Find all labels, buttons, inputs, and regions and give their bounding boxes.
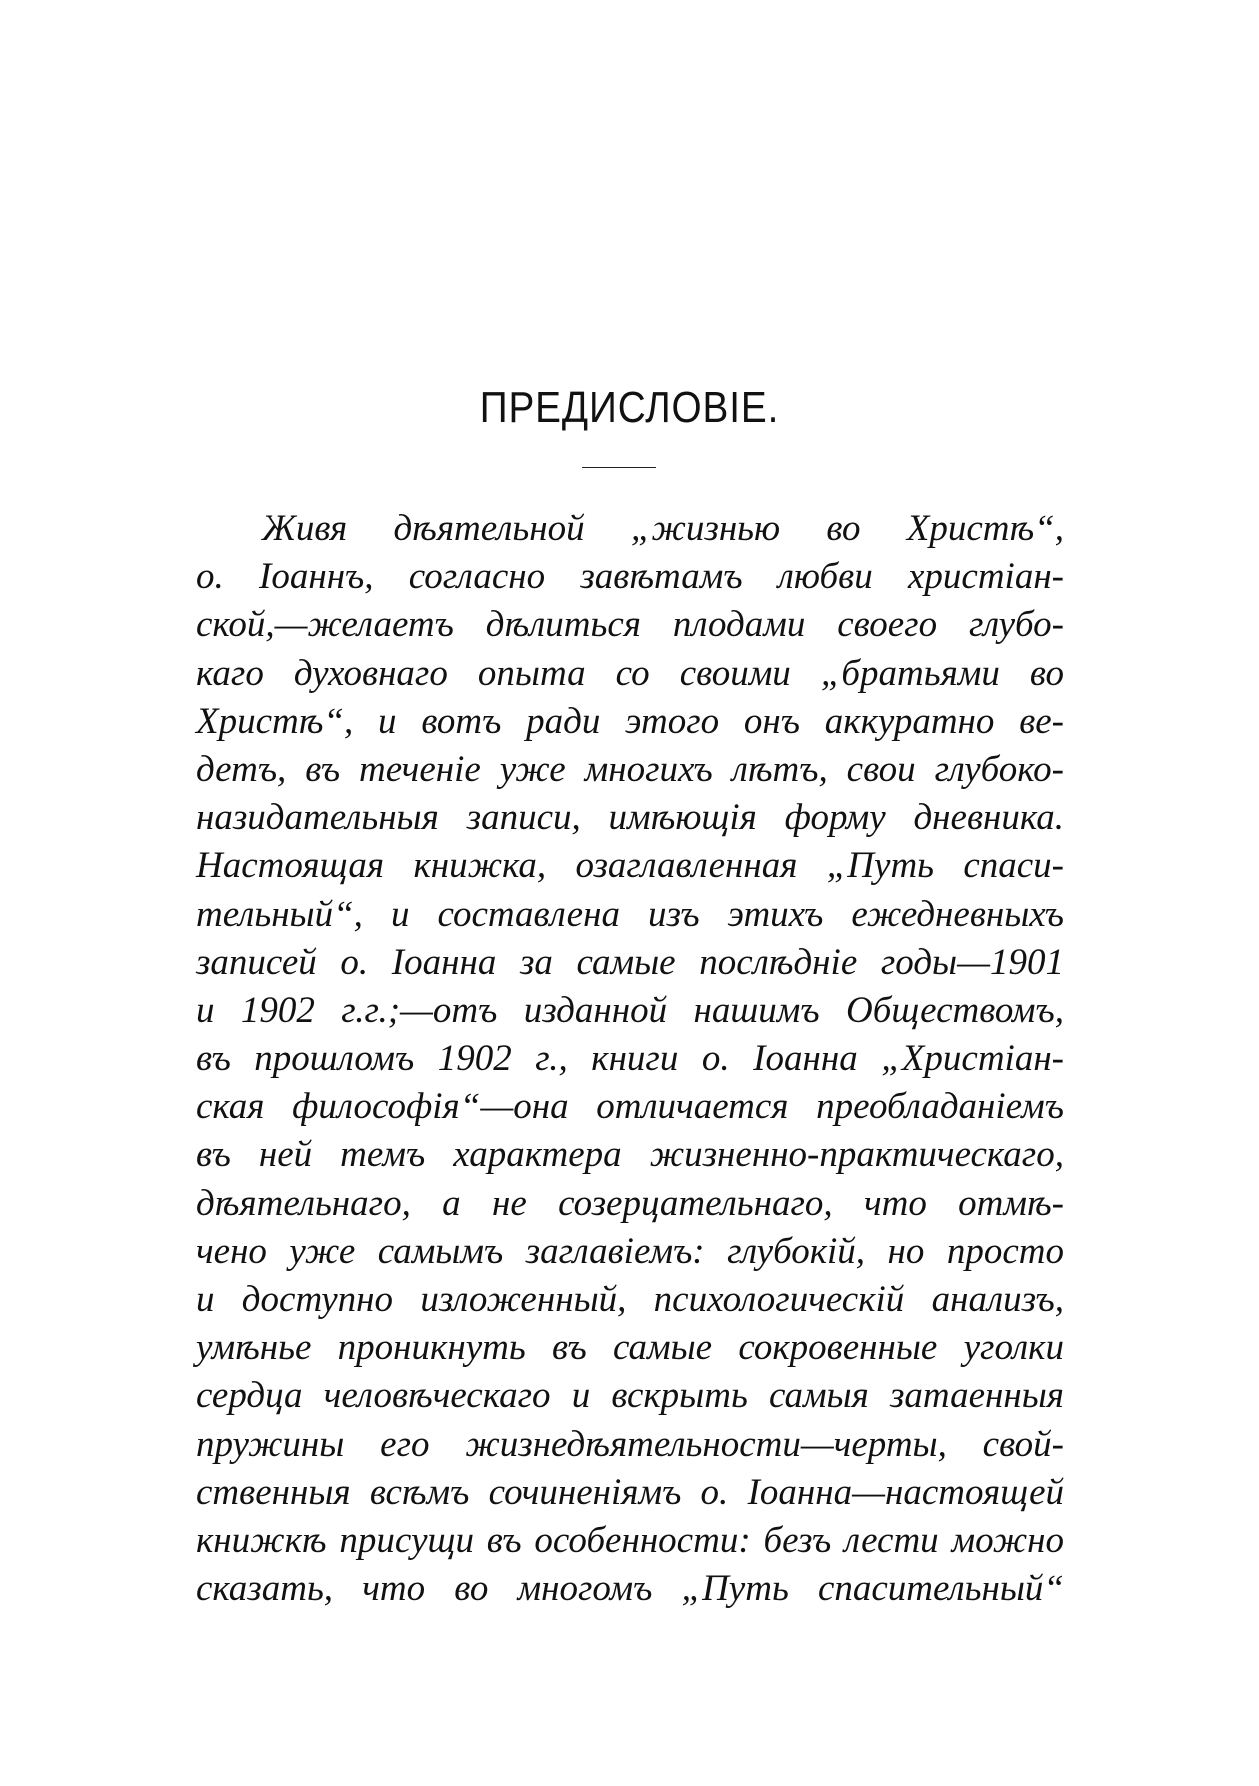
text-line: пружины его жизнедѣятельности—черты, свой- [196, 1423, 1064, 1465]
text-line: въ ней темъ характера жизненно-практическаго, [196, 1134, 1064, 1176]
text-line: ственныя всѣмъ сочиненіямъ о. Іоанна—настоящей [196, 1471, 1064, 1513]
text-line: детъ, въ теченіе уже многихъ лѣтъ, свои глубоко- [196, 748, 1064, 790]
text-line: записей о. Іоанна за самые послѣдніе годы—1901 [196, 941, 1064, 983]
text-line: въ прошломъ 1902 г., книги о. Іоанна „Христіан- [196, 1038, 1064, 1080]
text-line: ская философія“—она отличается преобладаніемъ [196, 1086, 1064, 1128]
text-line: Христѣ“, и вотъ ради этого онъ аккуратно ве- [196, 700, 1064, 742]
text-line: назидательныя записи, имѣющія форму дневника. [196, 797, 1064, 839]
text-line: сказать, что во многомъ „Путь спасительный“ [196, 1568, 1064, 1610]
text-line: дѣятельнаго, а не созерцательнаго, что отмѣ- [196, 1182, 1064, 1224]
text-line: о. Іоаннъ, согласно завѣтамъ любви христіан- [196, 556, 1064, 598]
heading-divider [582, 467, 656, 468]
text-line: книжкѣ присущи въ особенности: безъ лести можно [196, 1519, 1064, 1561]
text-line: сердца человѣческаго и вскрыть самыя затаенныя [196, 1375, 1064, 1417]
text-line: умѣнье проникнуть въ самые сокровенные уголки [196, 1327, 1064, 1369]
text-line: ской,—желаетъ дѣлиться плодами своего глубо- [196, 604, 1064, 646]
text-line: Живя дѣятельной „жизнью во Христѣ“, [262, 508, 1064, 549]
body-paragraph [196, 505, 1064, 1613]
text-line: и 1902 г.г.;—отъ изданной нашимъ Обществомъ, [196, 989, 1064, 1031]
text-line: тельный“, и составлена изъ этихъ ежедневныхъ [196, 893, 1064, 935]
text-line: чено уже самымъ заглавіемъ: глубокій, но просто [196, 1230, 1064, 1272]
text-line: и доступно изложенный, психологическій анализъ, [196, 1279, 1064, 1320]
page-heading: ПРЕДИСЛОВІЕ. [479, 383, 780, 432]
text-line: каго духовнаго опыта со своими „братьями во [196, 652, 1064, 694]
text-line: Настоящая книжка, озаглавленная „Путь спаси- [196, 845, 1064, 887]
